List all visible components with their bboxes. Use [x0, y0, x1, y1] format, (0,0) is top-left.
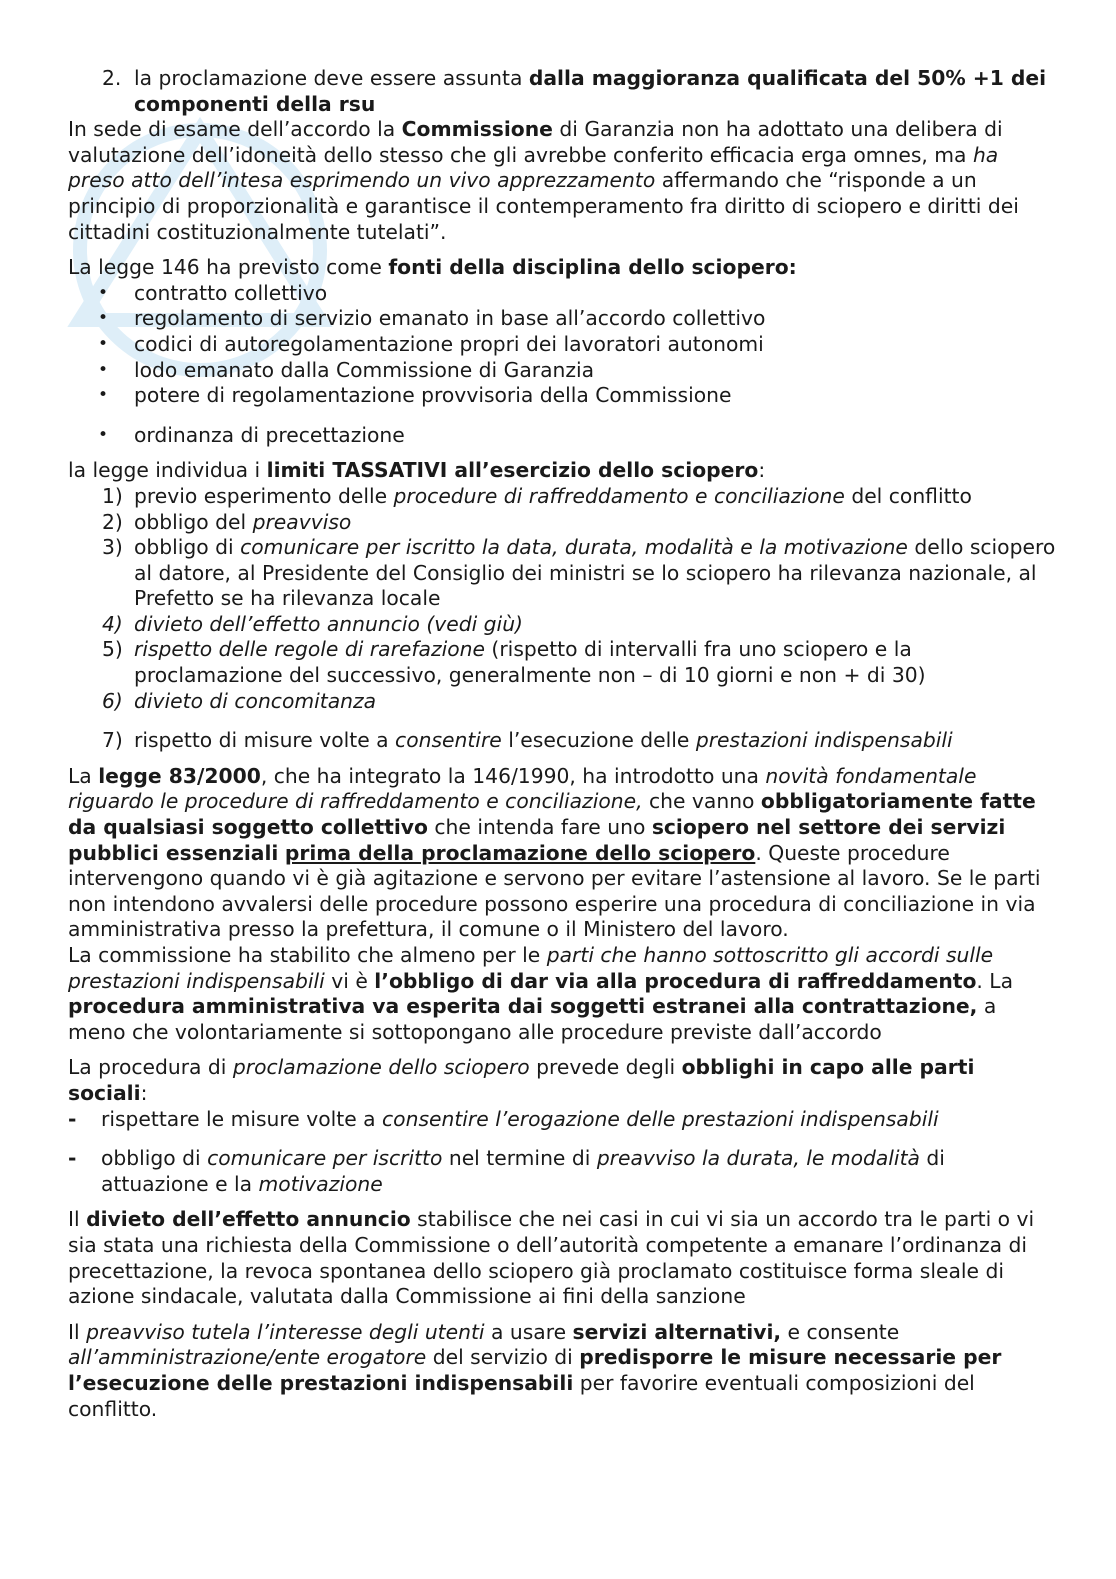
paragraph-divieto-effetto-annuncio: Il divieto dell’effetto annuncio stabilisce che nei casi in cui vi sia un accordo tra le parti o vi sia stata una richiesta della Commissione o dell’autorità competente a emanare l’ordinanza di precettazione, la revoca spontanea dello sciopero già proclamato costituisce forma sleale di azione sindacale, valutata dalla Commissione ai fini della sanzione	[68, 1207, 1035, 1309]
list-item: 3) obbligo di comunicare per iscritto la data, durata, modalità e la motivazione dello sciopero al datore, al Presidente del Consiglio dei ministri se lo sciopero ha rilevanza nazionale, al Prefetto se ha rilevanza locale	[102, 535, 1056, 611]
list-item: 7) rispetto di misure volte a consentire l’esecuzione delle prestazioni indispensabili	[102, 728, 953, 753]
paragraph-fonti: La legge 146 ha previsto come fonti della disciplina dello sciopero:	[68, 255, 797, 280]
list-item: • regolamento di servizio emanato in base all’accordo collettivo	[98, 306, 766, 331]
paragraph-commissione: La commissione ha stabilito che almeno per le parti che hanno sottoscritto gli accordi sulle prestazioni indispensabili vi è l’obbligo di dar via alla procedura di raffreddamento. La procedura amministrativa va esperita dai soggetti estranei alla contrattazione, a meno che volontariamente si sottopongano alle procedure previste dall’accordo	[68, 943, 1014, 1044]
paragraph-esame-accordo: In sede di esame dell’accordo la Commissione di Garanzia non ha adottato una delibera di valutazione dell’idoneità dello stesso che gli avrebbe conferito efficacia erga omnes, ma ha preso atto dell’intesa esprimendo un vivo apprezzamento affermando che “risponde a un principio di proporzionalità e garantisce il contemperamento fra diritto di sciopero e diritti dei cittadini costituzionalmente tutelati”.	[68, 117, 1019, 244]
list-item-proclamazione: 2. la proclamazione deve essere assunta dalla maggioranza qualificata del 50% +1 dei componenti della rsu	[102, 66, 1047, 116]
paragraph-legge-83-2000: La legge 83/2000, che ha integrato la 146/1990, ha introdotto una novità fondamentale riguardo le procedure di raffreddamento e conciliazione, che vanno obbligatoriamente fatte da qualsiasi soggetto collettivo che intenda fare uno sciopero nel settore dei servizi pubblici essenziali prima della proclamazione dello sciopero. Queste procedure intervengono quando vi è già agitazione e servono per evitare l’astensione al lavoro. Se le parti non intendono avvalersi delle procedure possono esperire una procedura di conciliazione in via amministrativa presso la prefettura, il comune o il Ministero del lavoro.	[68, 763, 1041, 942]
list-item: • contratto collettivo	[98, 280, 328, 305]
list-item: 6) divieto di concomitanza	[102, 688, 377, 713]
paragraph-preavviso: Il preavviso tutela l’interesse degli utenti a usare servizi alternativi, e consente all’amministrazione/ente erogatore del servizio di predisporre le misure necessarie per l’esecuzione delle prestazioni indispensabili per favorire eventuali composizioni del conflitto.	[68, 1319, 1002, 1421]
list-marker: 2.	[102, 66, 122, 90]
paragraph-procedura: La procedura di proclamazione dello sciopero prevede degli obblighi in capo alle parti sociali:	[68, 1055, 975, 1105]
list-item: 5) rispetto delle regole di rarefazione (rispetto di intervalli fra uno sciopero e la proclamazione del successivo, generalmente non – di 10 giorni e non + di 30)	[102, 637, 926, 688]
list-item: - rispettare le misure volte a consentire l’erogazione delle prestazioni indispensabili	[68, 1106, 939, 1131]
obblighi-list	[68, 1107, 1058, 1198]
list-item: 2) obbligo del preavviso	[102, 509, 352, 534]
paragraph-limiti: la legge individua i limiti TASSATIVI all’esercizio dello sciopero:	[68, 458, 766, 483]
list-item: • codici di autoregolamentazione propri dei lavoratori autonomi	[98, 331, 764, 356]
fonti-list	[68, 281, 1058, 449]
list-item: • ordinanza di precettazione	[98, 422, 405, 447]
limiti-list	[68, 484, 1058, 754]
list-item: • potere di regolamentazione provvisoria della Commissione	[98, 383, 732, 408]
list-item: • lodo emanato dalla Commissione di Garanzia	[98, 357, 595, 382]
list-item: - obbligo di comunicare per iscritto nel termine di preavviso la durata, le modalità di attuazione e la motivazione	[68, 1146, 945, 1196]
document-page	[68, 66, 1058, 1422]
list-item: 4) divieto dell’effetto annuncio (vedi giù)	[102, 611, 523, 636]
list-item: 1) previo esperimento delle procedure di raffreddamento e conciliazione del conflitto	[102, 483, 972, 508]
